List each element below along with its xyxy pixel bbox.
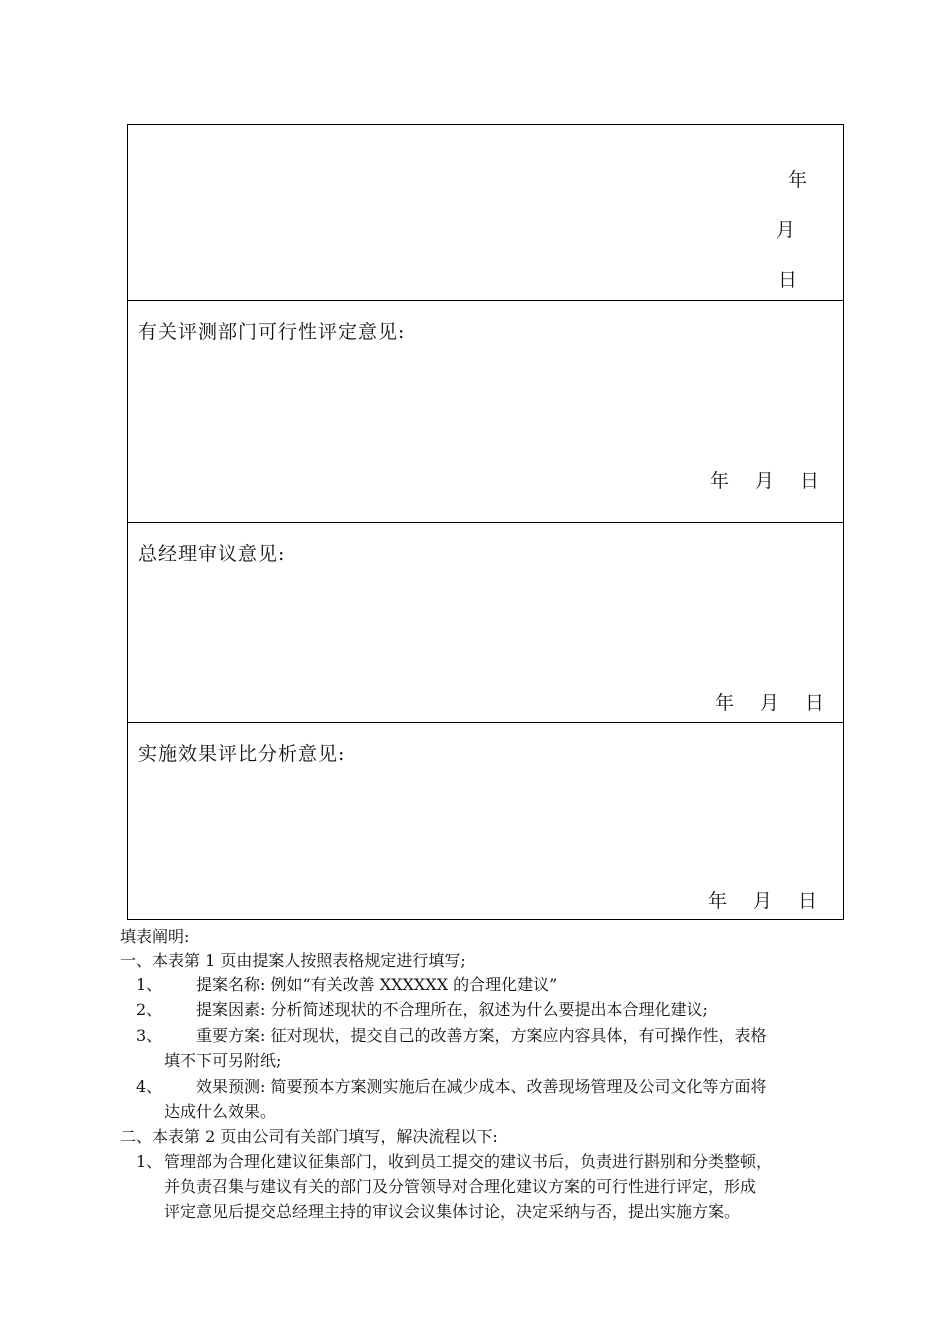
item-number: 1、 (136, 1152, 163, 1171)
item-number: 1、 (136, 975, 163, 994)
year-label: 年 (710, 470, 730, 492)
list-item: 重要方案: 征对现状，提交自己的改善方案，方案应内容具体，有可操作性，表格 (196, 1026, 767, 1045)
year-label: 年 (715, 692, 735, 714)
list-item-continuation: 填不下可另附纸; (164, 1051, 282, 1070)
list-item: 提案名称: 例如“有关改善 XXXXXX 的合理化建议” (196, 975, 558, 994)
day-label: 日 (800, 470, 820, 492)
feasibility-cell (128, 300, 843, 522)
year-label: 年 (788, 169, 808, 191)
item-number: 3、 (136, 1026, 163, 1045)
list-item: 管理部为合理化建议征集部门，收到员工提交的建议书后，负责进行斟别和分类整顿， (164, 1152, 773, 1171)
month-label: 月 (776, 219, 796, 241)
list-item-continuation: 评定意见后提交总经理主持的审议会议集体讨论，决定采纳与否，提出实施方案。 (164, 1202, 741, 1221)
day-label: 日 (778, 269, 798, 291)
gm-review-date (715, 688, 824, 715)
part-one-heading: 一、本表第 1 页由提案人按照表格规定进行填写; (120, 951, 466, 970)
item-number: 4、 (136, 1077, 163, 1096)
feasibility-date (710, 466, 819, 493)
month-label: 月 (760, 692, 780, 714)
effect-eval-cell (128, 722, 843, 920)
top-cell (128, 125, 843, 300)
gm-review-cell (128, 522, 843, 722)
instructions-heading: 填表阐明: (120, 927, 190, 946)
gm-review-label: 总经理审议意见: (138, 543, 286, 565)
item-number: 2、 (136, 1000, 163, 1019)
part-two-heading: 二、本表第 2 页由公司有关部门填写，解决流程以下: (120, 1127, 498, 1146)
list-item: 提案因素: 分析简述现状的不合理所在，叙述为什么要提出本合理化建议; (196, 1000, 708, 1019)
feasibility-label: 有关评测部门可行性评定意见: (138, 321, 406, 343)
day-label: 日 (805, 692, 825, 714)
list-item-continuation: 达成什么效果。 (164, 1102, 277, 1121)
effect-eval-label: 实施效果评比分析意见: (138, 743, 346, 765)
year-label: 年 (708, 890, 728, 912)
day-label: 日 (798, 890, 818, 912)
month-label: 月 (755, 470, 775, 492)
month-label: 月 (753, 890, 773, 912)
review-form-table (127, 124, 844, 920)
effect-eval-date (708, 886, 817, 913)
list-item-continuation: 并负责召集与建议有关的部门及分管领导对合理化建议方案的可行性进行评定，形成 (164, 1177, 757, 1196)
list-item: 效果预测: 简要预本方案测实施后在减少成本、改善现场管理及公司文化等方面将 (196, 1077, 767, 1096)
